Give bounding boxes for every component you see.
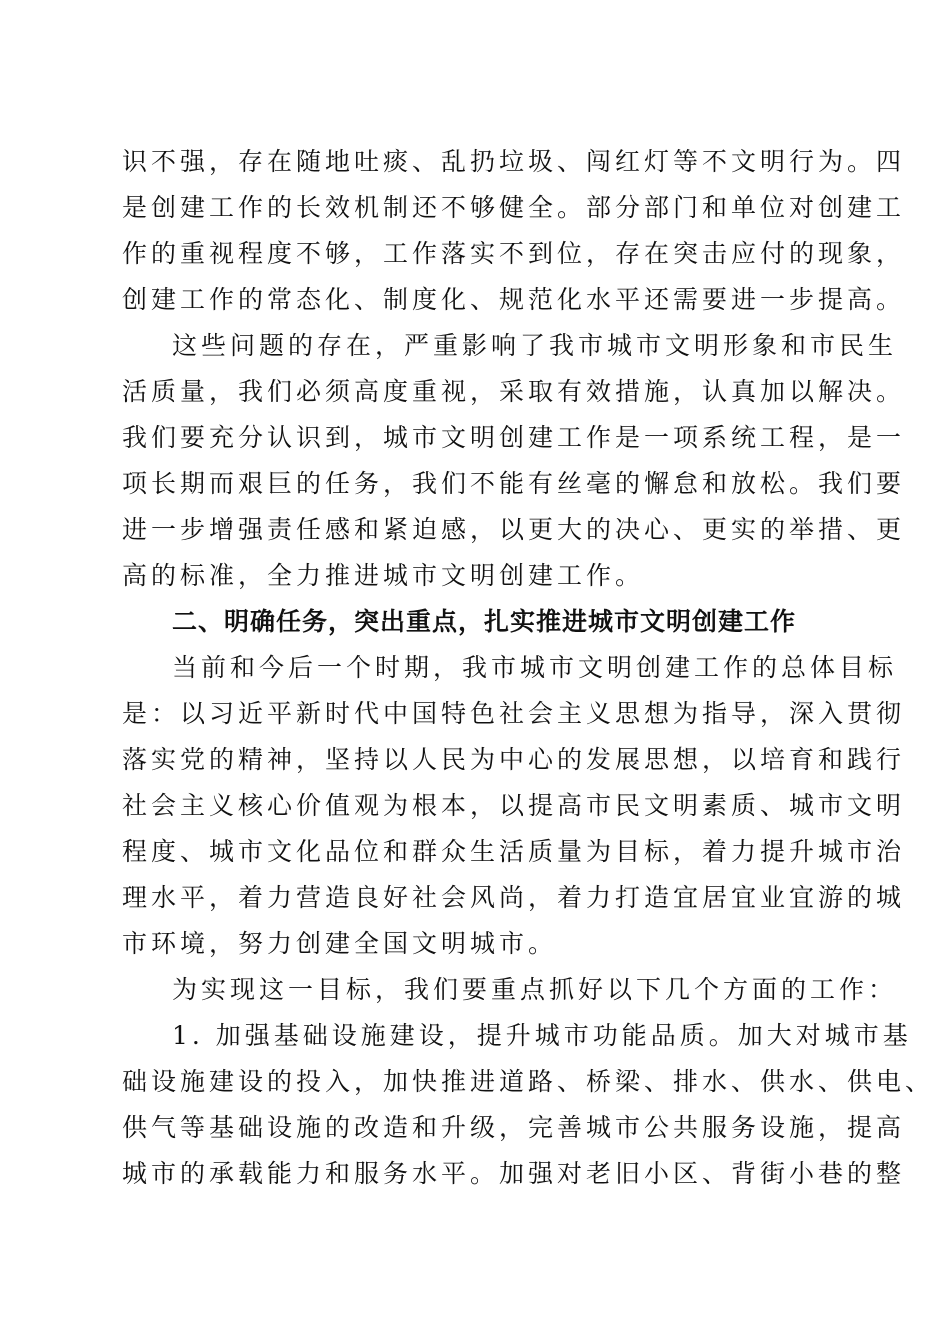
text-line: 作的重视程度不够，工作落实不到位，存在突击应付的现象， [122,239,906,268]
list-item-first-line: 1. 加强基础设施建设，提升城市功能品质。加大对城市基 [172,1021,912,1050]
text-line: 供气等基础设施的改造和升级，完善城市公共服务设施，提高 [122,1113,906,1142]
text-line: 是创建工作的长效机制还不够健全。部分部门和单位对创建工 [122,193,906,222]
text-line: 我们要充分认识到，城市文明创建工作是一项系统工程，是一 [122,423,906,452]
text-line: 创建工作的常态化、制度化、规范化水平还需要进一步提高。 [122,285,906,314]
text-line: 社会主义核心价值观为根本，以提高市民文明素质、城市文明 [122,791,906,820]
text-line: 础设施建设的投入，加快推进道路、桥梁、排水、供水、供电、 [122,1067,935,1096]
text-line: 高的标准，全力推进城市文明创建工作。 [122,561,645,590]
text-line: 程度、城市文化品位和群众生活质量为目标，着力提升城市治 [122,837,906,866]
text-line: 是：以习近平新时代中国特色社会主义思想为指导，深入贯彻 [122,699,906,728]
paragraph-first-line: 这些问题的存在，严重影响了我市城市文明形象和市民生 [172,331,898,360]
paragraph-first-line: 为实现这一目标，我们要重点抓好以下几个方面的工作： [172,975,898,1004]
text-line: 项长期而艰巨的任务，我们不能有丝毫的懈怠和放松。我们要 [122,469,906,498]
text-line: 市环境，努力创建全国文明城市。 [122,929,558,958]
text-line: 识不强，存在随地吐痰、乱扔垃圾、闯红灯等不文明行为。四 [122,147,906,176]
text-line: 城市的承载能力和服务水平。加强对老旧小区、背街小巷的整 [122,1159,906,1188]
paragraph-first-line: 当前和今后一个时期，我市城市文明创建工作的总体目标 [172,653,898,682]
text-line: 活质量，我们必须高度重视，采取有效措施，认真加以解决。 [122,377,906,406]
text-line: 理水平，着力营造良好社会风尚，着力打造宜居宜业宜游的城 [122,883,906,912]
section-heading: 二、明确任务，突出重点，扎实推进城市文明创建工作 [172,607,797,636]
text-line: 落实党的精神，坚持以人民为中心的发展思想，以培育和践行 [122,745,906,774]
text-line: 进一步增强责任感和紧迫感，以更大的决心、更实的举措、更 [122,515,906,544]
